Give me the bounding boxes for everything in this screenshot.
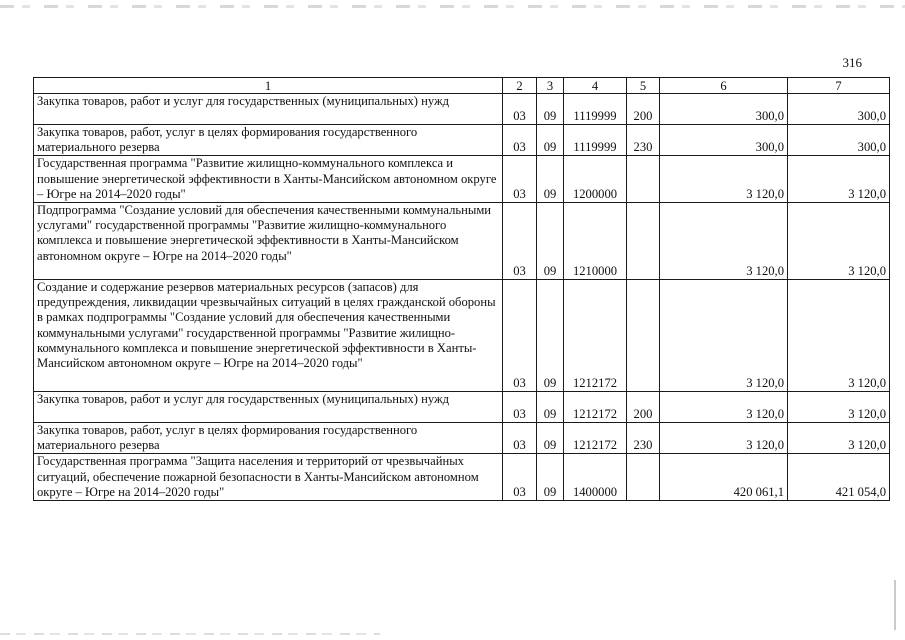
header-row: [34, 78, 890, 94]
row-target-code: 1212172: [564, 423, 627, 454]
row-target-code: 1212172: [564, 392, 627, 423]
column-header: 1: [34, 78, 503, 94]
row-section-code: 03: [503, 203, 537, 280]
table-row: [34, 94, 890, 125]
table-row: [34, 392, 890, 423]
row-name: Закупка товаров, работ, услуг в целях формирования государственного материального резерва: [34, 423, 503, 454]
row-expense-type: [627, 203, 660, 280]
row-expense-type: 200: [627, 94, 660, 125]
row-name: Закупка товаров, работ и услуг для государственных (муниципальных) нужд: [34, 392, 503, 423]
row-amount-2: 3 120,0: [788, 203, 890, 280]
row-amount-2: 3 120,0: [788, 280, 890, 392]
row-target-code: 1212172: [564, 280, 627, 392]
row-expense-type: 230: [627, 125, 660, 156]
row-name: Подпрограмма "Создание условий для обеспечения качественными коммунальными услугами" государственной программы "Развитие жилищно-коммунального комплекса и повышение энергетической эффективности в Ханты-Мансийском автономном округе – Югре на 2014–2020 годы": [34, 203, 503, 280]
row-amount-1: 3 120,0: [660, 203, 788, 280]
row-subsection-code: 09: [537, 94, 564, 125]
column-header: 6: [660, 78, 788, 94]
page-number: 316: [842, 55, 862, 70]
column-header: 2: [503, 78, 537, 94]
row-section-code: 03: [503, 156, 537, 203]
row-section-code: 03: [503, 392, 537, 423]
row-expense-type: 200: [627, 392, 660, 423]
row-name: Закупка товаров, работ и услуг для государственных (муниципальных) нужд: [34, 94, 503, 125]
row-section-code: 03: [503, 94, 537, 125]
row-section-code: 03: [503, 423, 537, 454]
column-header: 3: [537, 78, 564, 94]
column-header: 5: [627, 78, 660, 94]
row-name: Государственная программа "Развитие жилищно-коммунального комплекса и повышение энергетической эффективности в Ханты-Мансийском автономном округе – Югре на 2014–2020 годы": [34, 156, 503, 203]
row-subsection-code: 09: [537, 423, 564, 454]
row-amount-1: 300,0: [660, 125, 788, 156]
row-amount-2: 421 054,0: [788, 454, 890, 501]
row-target-code: 1119999: [564, 94, 627, 125]
row-amount-1: 3 120,0: [660, 156, 788, 203]
row-subsection-code: 09: [537, 203, 564, 280]
row-amount-1: 420 061,1: [660, 454, 788, 501]
table-row: [34, 156, 890, 203]
table-row: [34, 454, 890, 501]
column-header: 7: [788, 78, 890, 94]
row-amount-2: 3 120,0: [788, 156, 890, 203]
column-header: 4: [564, 78, 627, 94]
row-expense-type: [627, 280, 660, 392]
row-expense-type: [627, 454, 660, 501]
row-amount-2: 300,0: [788, 94, 890, 125]
row-subsection-code: 09: [537, 392, 564, 423]
row-expense-type: 230: [627, 423, 660, 454]
row-name: Закупка товаров, работ, услуг в целях формирования государственного материального резерва: [34, 125, 503, 156]
row-subsection-code: 09: [537, 156, 564, 203]
row-amount-1: 300,0: [660, 94, 788, 125]
row-amount-1: 3 120,0: [660, 280, 788, 392]
row-amount-1: 3 120,0: [660, 392, 788, 423]
row-target-code: 1400000: [564, 454, 627, 501]
row-section-code: 03: [503, 280, 537, 392]
table-row: [34, 125, 890, 156]
row-subsection-code: 09: [537, 454, 564, 501]
scan-edge-right: [894, 580, 896, 630]
table-row: [34, 423, 890, 454]
row-name: Создание и содержание резервов материальных ресурсов (запасов) для предупреждения, ликвидации чрезвычайных ситуаций в целях гражданской обороны в рамках подпрограммы "Создание условий для обеспечения качественными коммунальными услугами" государственной программы "Развитие жилищно-коммунального комплекса и повышение энергетической эффективности в Ханты-Мансийском автономном округе – Югре на 2014–2020 годы": [34, 280, 503, 392]
row-section-code: 03: [503, 454, 537, 501]
scan-edge-bottom: [0, 633, 380, 635]
row-target-code: 1210000: [564, 203, 627, 280]
row-expense-type: [627, 156, 660, 203]
row-target-code: 1119999: [564, 125, 627, 156]
table-row: [34, 280, 890, 392]
row-amount-2: 3 120,0: [788, 423, 890, 454]
row-subsection-code: 09: [537, 125, 564, 156]
row-target-code: 1200000: [564, 156, 627, 203]
row-section-code: 03: [503, 125, 537, 156]
row-amount-1: 3 120,0: [660, 423, 788, 454]
row-subsection-code: 09: [537, 280, 564, 392]
row-amount-2: 3 120,0: [788, 392, 890, 423]
row-name: Государственная программа "Защита населения и территорий от чрезвычайных ситуаций, обеспечение пожарной безопасности в Ханты-Мансийском автономном округе – Югре на 2014–2020 годы": [34, 454, 503, 501]
budget-table: [33, 77, 890, 501]
table-row: [34, 203, 890, 280]
scan-edge-top: [0, 5, 905, 8]
row-amount-2: 300,0: [788, 125, 890, 156]
